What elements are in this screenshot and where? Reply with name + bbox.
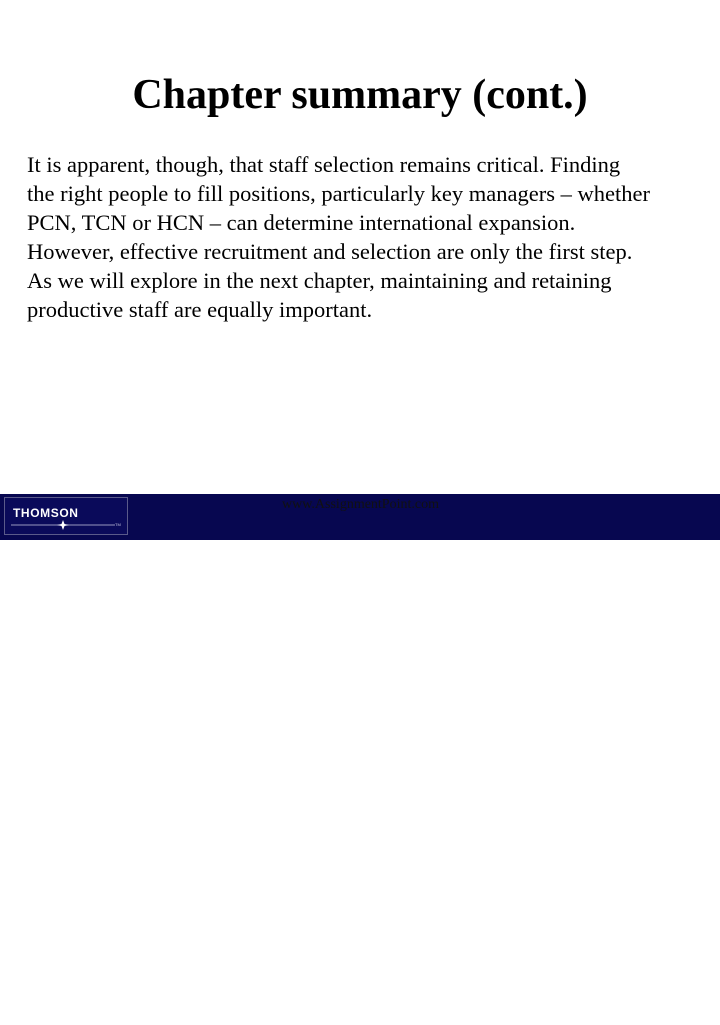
footer-copyright-line: Published by Thomson Learning © Peter Dowling and Denice Welch xyxy=(196,1013,484,1024)
slide-title: Chapter summary (cont.) xyxy=(132,72,588,118)
body-line: However, effective recruitment and selection are only the first step. xyxy=(27,239,633,264)
body-line: the right people to fill positions, particularly key managers – whether xyxy=(27,181,650,206)
logo-wordmark: THOMSON xyxy=(13,506,79,520)
body-line: PCN, TCN or HCN – can determine international expansion. xyxy=(27,210,576,235)
logo-star-icon xyxy=(11,520,115,530)
watermark: www.AssignmentPoint.com xyxy=(282,497,439,512)
slide-body xyxy=(27,150,707,324)
body-line: As we will explore in the next chapter, maintaining and retaining xyxy=(27,268,612,293)
page-number: 4/30 xyxy=(652,1000,676,1014)
body-line: productive staff are equally important. xyxy=(27,297,373,322)
logo-trademark: TM xyxy=(115,522,121,527)
thomson-logo xyxy=(4,497,128,535)
footer-publication-line: Use with International Human Resource Management ISBN 1-84480013-X xyxy=(187,1002,501,1013)
body-line: It is apparent, though, that staff selection remains critical. Finding xyxy=(27,152,621,177)
